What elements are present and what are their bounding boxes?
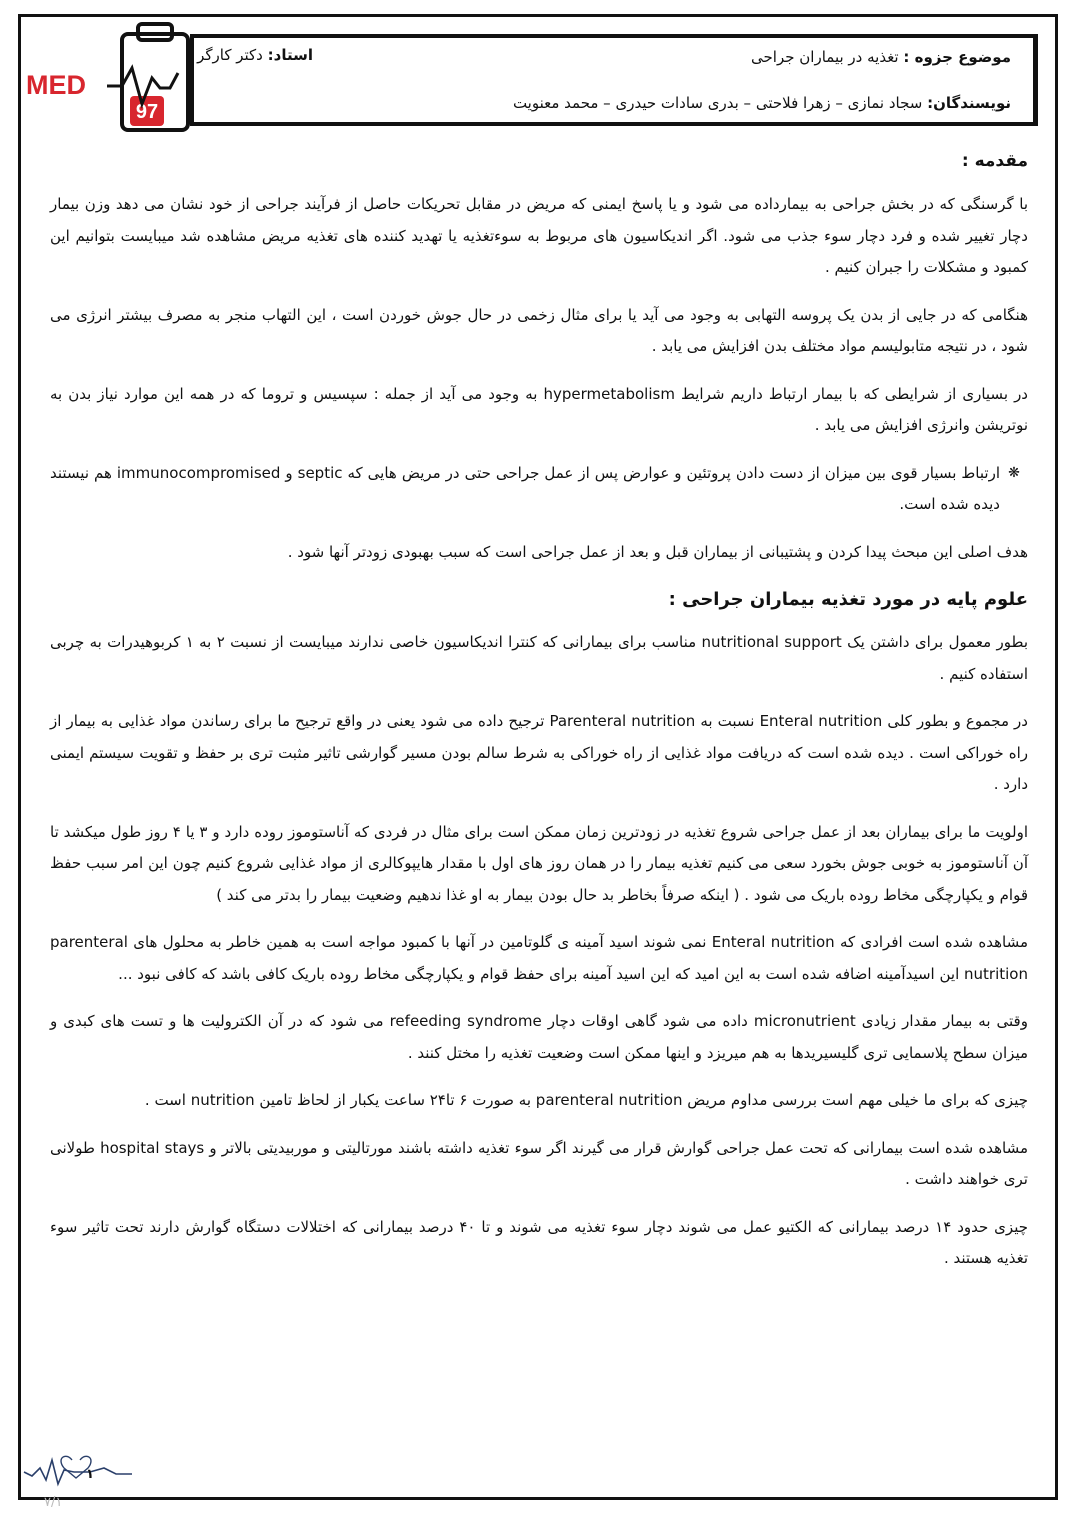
paragraph: هنگامی که در جایی از بدن یک پروسه التهابی به وجود می آید یا برای مثال زخمی در حال جوش خوردن است ، این التهاب منجر به مصرف بیشتر انرژی می شود ، در نتیجه متابولیسم مواد مختلف بدن افزایش می یابد . bbox=[50, 305, 1028, 355]
subject-value: تغذیه در بیماران جراحی bbox=[751, 48, 899, 66]
authors-label: نویسندگان: bbox=[927, 94, 1011, 112]
basics-heading: علوم پایه در مورد تغذیه بیماران جراحی : bbox=[668, 589, 1028, 610]
bullet-text: ارتباط بسیار قوی بین میزان از دست دادن پروتئین و عوارض پس از عمل جراحی حتی در مریض هایی که septic و immunocompromised هم نیستند دیده شده است. bbox=[50, 463, 1000, 513]
paragraph: در بسیاری از شرایطی که با بیمار ارتباط داریم شرایط hypermetabolism به وجود می آید از جمله : سپسیس و تروما که در همه این موارد نیاز بدن به نوتریشن وانرژی افزایش می یابد . bbox=[50, 384, 1028, 434]
professor-value: دکتر کارگر bbox=[197, 46, 263, 64]
page-number: ۱ bbox=[86, 1467, 94, 1482]
professor-label: استاد: bbox=[267, 46, 313, 64]
paragraph: هدف اصلی این مبحث پیدا کردن و پشتیبانی از بیماران قبل و بعد از عمل جراحی است که سبب بهبودی زودتر آنها شود . bbox=[287, 542, 1028, 561]
logo-text: MED bbox=[26, 70, 86, 100]
header-box bbox=[190, 34, 1038, 126]
footer-date: ۷/۱ bbox=[44, 1495, 63, 1510]
paragraph: چیزی که برای ما خیلی مهم است بررسی مداوم مریض parenteral nutrition به صورت ۶ تا۲۴ ساعت یکبار از لحاظ تامین nutrition است . bbox=[144, 1091, 1028, 1109]
authors-value: سجاد نمازی – زهرا فلاحتی – بدری سادات حیدری – محمد معنویت bbox=[512, 94, 923, 112]
paragraph: در مجموع و بطور کلی Enteral nutrition نسبت به Parenteral nutrition ترجیح داده می شود یعنی در واقع ترجیح ما برای رساندن مواد غذایی به بیمار از راه خوراکی است . دیده شده است که دریافت مواد غذایی از راه خوراکی به شرط سالم بودن مسیر گوارشی تاثیر مثبت تری بر حفظ و تقویت سیستم ایمنی دارد . bbox=[50, 712, 1028, 793]
logo-number: 97 bbox=[135, 101, 159, 123]
med97-logo-graphic bbox=[22, 18, 192, 133]
paragraph: چیزی حدود ۱۴ درصد بیمارانی که الکتیو عمل می شوند دچار سوء تغذیه می شوند و تا ۴۰ درصد بیمارانی که اختلالات دستگاه گوارش دارند تحت تاثیر سوء تغذیه هستند . bbox=[50, 1217, 1028, 1267]
paragraph: وقتی به بیمار مقدار زیادی micronutrient داده می شود گاهی اوقات دچار refeeding syndrome می شود که در آن الکترولیت ها و تست های کبدی و میزان سطح پلاسمایی تری گلیسیریدها به هم میریزد و اینها ممکن است وضعیت تغذیه را مختل کنند . bbox=[50, 1012, 1028, 1062]
paragraph: مشاهده شده است افرادی که Enteral nutrition نمی شوند اسید آمینه ی گلوتامین در آنها با کمبود مواجه است به همین خاطر به محلول های parenteral nutrition این اسیدآمینه اضافه شده است به این امید که این اسید آمینه برای حفظ قوام و یکپارچگی مخاط روده باریک کافی باشد که کافی نبود ... bbox=[50, 933, 1028, 983]
footer-signature bbox=[20, 1450, 140, 1510]
intro-heading: مقدمه : bbox=[961, 151, 1028, 171]
bullet-star-icon: ❋ bbox=[1008, 464, 1020, 481]
signature-graphic bbox=[20, 1450, 140, 1510]
subject-line bbox=[751, 48, 1011, 66]
document-body bbox=[50, 146, 1028, 1406]
bullet-item bbox=[50, 458, 1028, 521]
paragraph: با گرسنگی که در بخش جراحی به بیمارداده می شود و یا پاسخ ایمنی که مریض در مقابل تحریکات حاصل از فرآیند جراحی از خود نشان می دهد وزن بیمار دچار تغییر شده و فرد دچار سوء جذب می شود. اگر اندیکاسیون های مربوط به سوءتغذیه یا تهدید کننده های تغذیه مریض مشاهده شد میبایست بتوانیم این کمبود و مشکلات را جبران کنیم . bbox=[50, 195, 1028, 276]
paragraph: بطور معمول برای داشتن یک nutritional support مناسب برای بیمارانی که کنترا اندیکاسیون خاصی ندارند میبایست از نسبت ۲ به ۱ کربوهیدرات به چربی استفاده کنیم . bbox=[50, 633, 1028, 683]
subject-label: موضوع جزوه : bbox=[903, 48, 1011, 66]
med97-logo bbox=[22, 18, 192, 133]
paragraph: اولویت ما برای بیماران بعد از عمل جراحی شروع تغذیه در زودترین زمان ممکن است برای مثال در فردی که آناستوموز روده دارد و ۳ یا ۴ روز طول میکشد تا آن آناستوموز به خوبی جوش بخورد سعی می کنیم تغذیه بیمار را در همان روز های اول با مقدار هایپوکالری از مواد غذایی شروع کنیم چون این امر سبب حفظ قوام و یکپارچگی مخاط روده باریک می شود . ( اینکه صرفاً بخاطر بد حال بودن بیمار به او غذا ندهیم وضعیت بیمار را بدتر می کند ) bbox=[50, 822, 1029, 904]
paragraph: مشاهده شده است بیمارانی که تحت عمل جراحی گوارش قرار می گیرند اگر سوء تغذیه داشته باشند مورتالیتی و موربیدیتی بالاتر و hospital stays طولانی تری خواهند داشت . bbox=[50, 1138, 1029, 1188]
authors-line bbox=[513, 94, 1011, 112]
professor-line bbox=[197, 46, 313, 64]
